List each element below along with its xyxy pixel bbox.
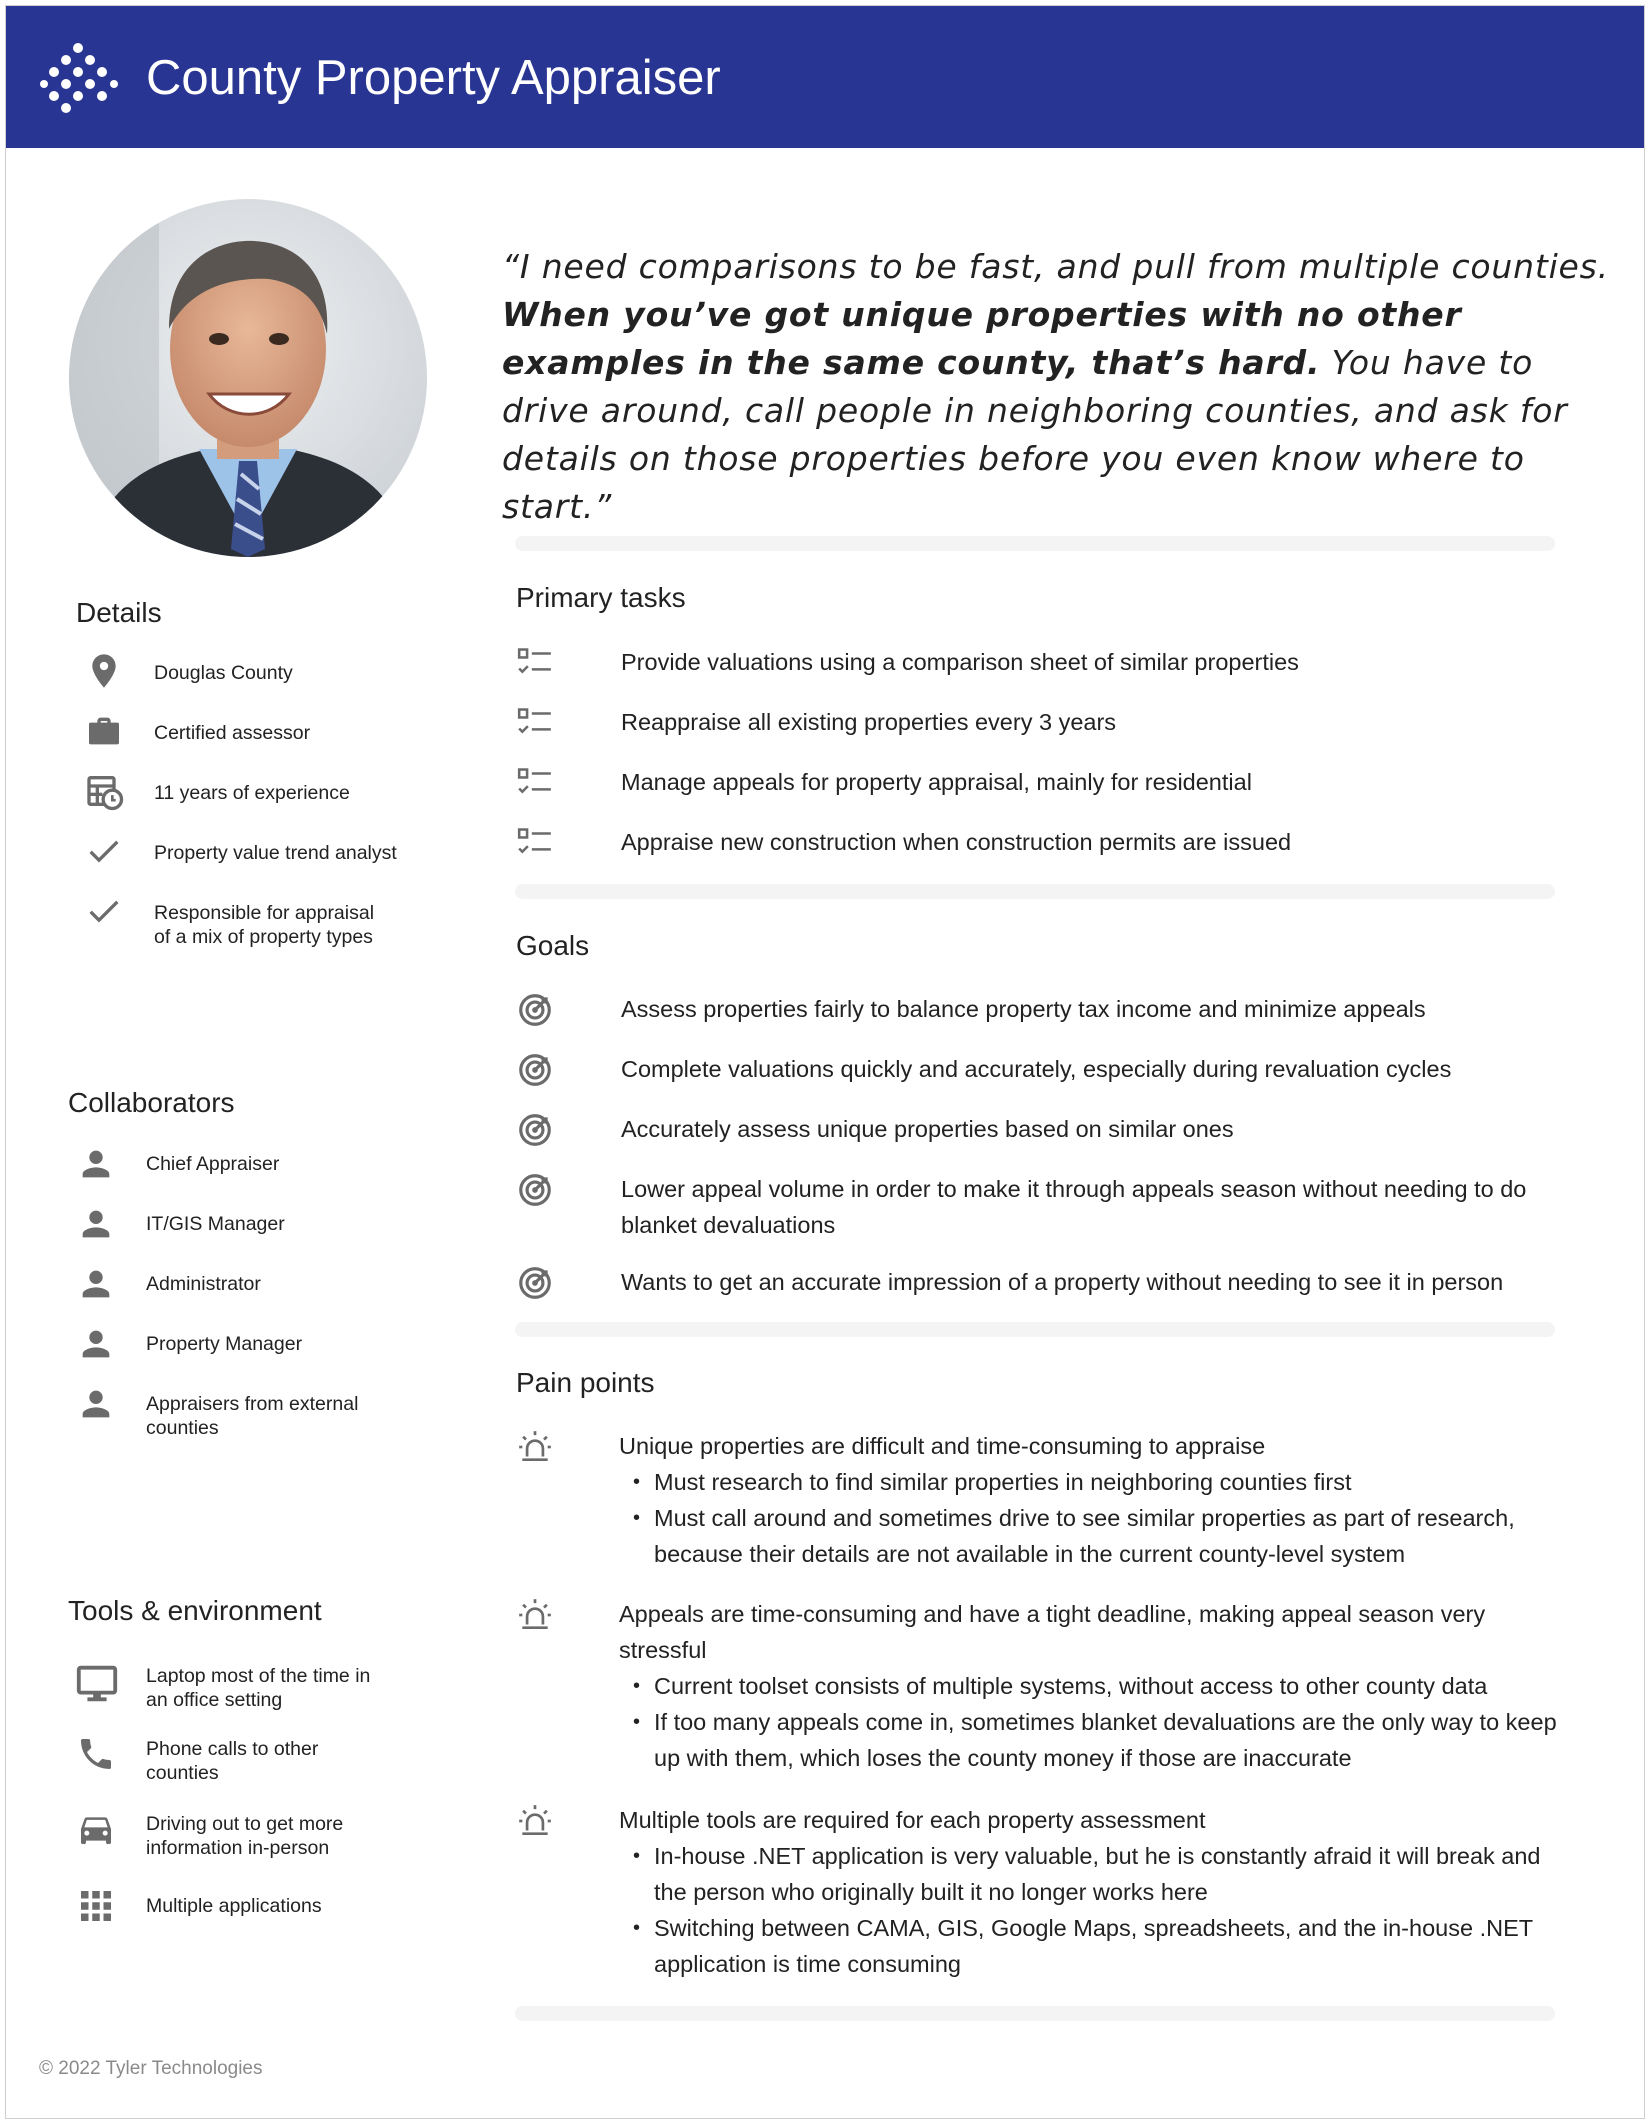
checkmark-icon <box>84 831 124 871</box>
task-list-icon <box>516 704 554 742</box>
collaborator-text: IT/GIS Manager <box>146 1213 285 1235</box>
pain-point-bullet: • Must call around and sometimes drive to see similar properties as part of research, because their details are not available in the current county-level system <box>654 1500 1559 1572</box>
collaborator-item <box>76 1384 358 1440</box>
collaborator-text: Appraisers from external counties <box>146 1393 359 1439</box>
goal-item <box>516 1171 1566 1238</box>
details-item <box>84 711 310 751</box>
pain-point-bullets <box>619 1838 1559 1982</box>
pain-point-text <box>619 1596 1559 1776</box>
monitor-icon <box>74 1661 120 1707</box>
quote-bold-text: When you’ve got unique properties with no other examples in the same county, that’s hard. <box>502 295 1462 382</box>
section-divider <box>515 536 1555 551</box>
tool-item <box>74 1661 370 1712</box>
task-item <box>516 764 1566 802</box>
task-text: Manage appeals for property appraisal, mainly for residential <box>621 769 1252 795</box>
task-list-icon <box>516 644 554 682</box>
quote-text: “I need comparisons to be fast, and pull from multiple counties. <box>502 247 1609 286</box>
target-icon <box>516 991 554 1029</box>
alarm-light-icon <box>516 1802 554 1840</box>
collaborator-item <box>76 1144 279 1184</box>
tool-item <box>76 1809 343 1860</box>
tool-text: Driving out to get more information in-person <box>146 1813 344 1859</box>
pain-point-item <box>516 1802 1566 1977</box>
tool-text: Laptop most of the time in an office setting <box>146 1665 371 1711</box>
page-header <box>6 6 1644 148</box>
checkmark-icon <box>84 891 124 931</box>
goal-item <box>516 991 1566 1029</box>
goal-text: Lower appeal volume in order to make it through appeals season without needing to do blanket devaluations <box>621 1176 1527 1238</box>
task-text: Provide valuations using a comparison sheet of similar properties <box>621 649 1299 675</box>
target-icon <box>516 1111 554 1149</box>
tools-heading: Tools & environment <box>68 1595 322 1626</box>
details-text: 11 years of experience <box>154 782 350 804</box>
collaborator-text: Administrator <box>146 1273 261 1295</box>
phone-icon <box>76 1734 116 1774</box>
goal-item <box>516 1051 1566 1089</box>
task-item <box>516 644 1566 682</box>
pain-point-bullets <box>619 1668 1559 1776</box>
details-heading: Details <box>76 597 162 628</box>
collaborator-item <box>76 1264 261 1304</box>
pain-point-item <box>516 1596 1566 1771</box>
task-text: Appraise new construction when construction permits are issued <box>621 829 1292 855</box>
section-divider <box>515 884 1555 899</box>
target-icon <box>516 1171 554 1209</box>
collaborator-item <box>76 1204 285 1244</box>
collaborators-heading: Collaborators <box>68 1087 235 1118</box>
persona-photo <box>69 199 427 557</box>
target-icon <box>516 1264 554 1302</box>
target-icon <box>516 1051 554 1089</box>
goals-heading: Goals <box>516 930 590 961</box>
task-list-icon <box>516 764 554 802</box>
pain-points-heading: Pain points <box>516 1367 655 1398</box>
collaborator-item <box>76 1324 302 1364</box>
person-icon <box>76 1204 116 1244</box>
collaborator-text: Property Manager <box>146 1333 303 1355</box>
details-item <box>84 831 397 871</box>
pain-point-bullet: • If too many appeals come in, sometimes blanket devaluations are the only way to keep up with them, which loses the county money if those are inaccurate <box>654 1704 1559 1776</box>
details-item <box>84 651 293 691</box>
details-text: Property value trend analyst <box>154 842 397 864</box>
alarm-light-icon <box>516 1596 554 1634</box>
task-item <box>516 824 1566 862</box>
person-icon <box>76 1264 116 1304</box>
alarm-light-icon <box>516 1428 554 1466</box>
persona-quote <box>502 243 1612 531</box>
details-text: Certified assessor <box>154 722 311 744</box>
tool-text: Multiple applications <box>146 1895 322 1917</box>
goal-text: Accurately assess unique properties based on similar ones <box>621 1116 1234 1142</box>
pain-point-item <box>516 1428 1566 1567</box>
logo-icon <box>38 38 118 118</box>
goal-item <box>516 1264 1566 1302</box>
car-icon <box>76 1809 116 1849</box>
page-title: County Property Appraiser <box>146 51 721 105</box>
pain-point-text <box>619 1802 1559 1982</box>
briefcase-icon <box>84 711 124 751</box>
pain-point-bullet: • Switching between CAMA, GIS, Google Maps, spreadsheets, and the in-house .NET application is time consuming <box>654 1910 1559 1982</box>
pain-point-text <box>619 1428 1559 1572</box>
pain-point-bullet: • Must research to find similar properties in neighboring counties first <box>654 1464 1559 1500</box>
pain-point-title: Multiple tools are required for each property assessment <box>619 1807 1206 1833</box>
goal-item <box>516 1111 1566 1149</box>
details-item <box>84 771 350 811</box>
section-divider <box>515 2006 1555 2021</box>
tool-text: Phone calls to other counties <box>146 1738 319 1784</box>
goal-text: Wants to get an accurate impression of a property without needing to see it in person <box>621 1269 1504 1295</box>
person-icon <box>76 1384 116 1424</box>
goal-text: Assess properties fairly to balance property tax income and minimize appeals <box>621 996 1426 1022</box>
details-text: Douglas County <box>154 662 293 684</box>
details-text: Responsible for appraisal of a mix of property types <box>154 902 375 948</box>
section-divider <box>515 1322 1555 1337</box>
pain-point-title: Unique properties are difficult and time-consuming to appraise <box>619 1433 1266 1459</box>
task-text: Reappraise all existing properties every 3 years <box>621 709 1117 735</box>
tool-item <box>76 1734 318 1785</box>
quote-text-end: You have to drive around, call people in neighboring counties, and ask for details on those properties before you even know where to start.” <box>502 343 1568 526</box>
goal-text: Complete valuations quickly and accurately, especially during revaluation cycles <box>621 1056 1452 1082</box>
location-pin-icon <box>84 651 124 691</box>
task-item <box>516 704 1566 742</box>
person-icon <box>76 1324 116 1364</box>
tool-item <box>76 1886 322 1926</box>
pain-point-bullet: • In-house .NET application is very valuable, but he is constantly afraid it will break and the person who originally built it no longer works here <box>654 1838 1559 1910</box>
persona-page <box>5 5 1645 2119</box>
details-item <box>84 891 374 949</box>
person-icon <box>76 1144 116 1184</box>
primary-tasks-heading: Primary tasks <box>516 582 686 613</box>
copyright-footer: © 2022 Tyler Technologies <box>39 2058 263 2079</box>
collaborator-text: Chief Appraiser <box>146 1153 280 1175</box>
calendar-clock-icon <box>84 771 124 811</box>
pain-point-bullet: • Current toolset consists of multiple systems, without access to other county data <box>654 1668 1559 1704</box>
task-list-icon <box>516 824 554 862</box>
pain-point-bullets <box>619 1464 1559 1572</box>
apps-grid-icon <box>76 1886 116 1926</box>
pain-point-title: Appeals are time-consuming and have a tight deadline, making appeal season very stressful <box>619 1601 1486 1663</box>
